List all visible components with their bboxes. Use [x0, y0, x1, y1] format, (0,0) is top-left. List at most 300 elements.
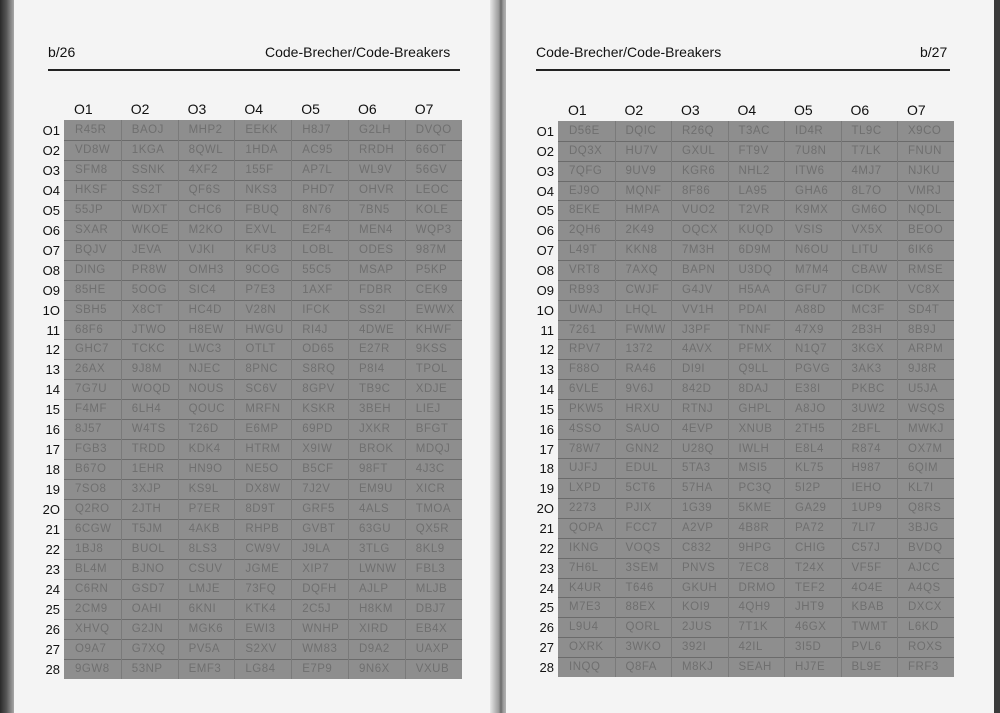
code-cell: 3AK3: [851, 363, 882, 376]
code-cell: DING: [75, 263, 106, 276]
code-cell: LWNW: [359, 562, 397, 575]
row-divider: [558, 240, 954, 241]
row-header: 14: [539, 382, 554, 398]
code-cell: PHD7: [302, 183, 335, 196]
code-cell: MWKJ: [908, 422, 944, 435]
code-cell: OHVR: [359, 183, 395, 196]
code-cell: 4J3C: [415, 463, 445, 476]
code-cell: CHC6: [188, 203, 222, 216]
row-header: O1: [42, 123, 60, 138]
code-cell: PNVS: [682, 561, 716, 574]
row-divider: [64, 519, 462, 520]
code-cell: 7AXQ: [625, 263, 659, 276]
row-header: O7: [42, 242, 60, 258]
running-title: Code-Brecher/Code-Breakers: [536, 44, 722, 60]
code-cell: 3TLG: [359, 542, 390, 555]
code-cell: 85HE: [75, 283, 106, 296]
code-cell: KUQD: [738, 224, 774, 237]
code-cell: 7SO8: [75, 483, 107, 496]
code-cell: 8QWL: [188, 143, 224, 156]
code-cell: RPV7: [569, 343, 602, 356]
code-cell: 69PD: [302, 423, 333, 436]
code-cell: NOUS: [188, 383, 224, 396]
code-cell: 57HA: [682, 482, 713, 495]
code-cell: 1G39: [682, 502, 713, 515]
code-cell: R874: [851, 442, 881, 455]
code-cell: 98FT: [359, 463, 388, 476]
row-divider: [558, 458, 954, 459]
row-divider: [558, 419, 954, 420]
code-cell: 1AXF: [302, 283, 333, 296]
row-divider: [64, 499, 462, 500]
code-cell: E8L4: [795, 442, 824, 455]
code-cell: WSQS: [908, 402, 946, 415]
code-cell: 78W7: [569, 442, 602, 455]
row-header: 26: [539, 620, 554, 636]
code-cell: 6QIM: [908, 462, 939, 475]
code-cell: MSI5: [738, 462, 768, 475]
row-header: 16: [539, 421, 554, 437]
code-cell: 7H6L: [569, 561, 599, 574]
code-cell: FGB3: [75, 443, 108, 456]
running-title: Code-Brecher/Code-Breakers: [265, 44, 451, 60]
code-cell: FNUN: [908, 144, 942, 157]
row-divider: [558, 558, 954, 559]
code-cell: DQFH: [302, 582, 337, 595]
code-cell: F88O: [569, 363, 600, 376]
code-cell: HJ7E: [795, 660, 826, 673]
code-cell: VUO2: [682, 204, 716, 217]
page-number: b/27: [920, 44, 948, 60]
code-cell: 392I: [682, 641, 707, 654]
code-cell: XICR: [415, 483, 446, 496]
row-header: 26: [45, 621, 60, 637]
code-cell: CHIG: [795, 541, 826, 554]
code-cell: 63GU: [359, 523, 392, 535]
code-cell: L49T: [569, 244, 598, 257]
code-cell: ODES: [359, 243, 394, 256]
code-cell: JXKR: [359, 423, 391, 436]
code-cell: 2C5J: [302, 602, 332, 615]
code-cell: BUOL: [131, 542, 166, 555]
code-cell: EJ9O: [569, 184, 600, 197]
row-header: O2: [536, 143, 554, 159]
code-cell: E27R: [359, 343, 390, 356]
code-cell: UAXP: [415, 642, 450, 655]
code-cell: 2CM9: [75, 602, 108, 615]
row-header: O4: [42, 182, 60, 198]
row-header: O3: [536, 163, 554, 179]
left-page: [14, 0, 496, 713]
row-header: O1: [536, 124, 554, 139]
code-cell: SS2I: [359, 303, 386, 316]
code-cell: 3BEH: [359, 403, 392, 416]
code-cell: 9HPG: [738, 541, 772, 554]
code-cell: RB93: [569, 283, 600, 296]
code-cell: G2JN: [131, 622, 164, 635]
column-divider: [234, 120, 235, 679]
row-divider: [558, 300, 954, 301]
code-cell: VRT8: [569, 263, 601, 276]
row-header: O5: [42, 202, 60, 218]
code-cell: VSIS: [795, 224, 824, 237]
code-cell: XIP7: [302, 562, 330, 575]
code-cell: CEK9: [415, 283, 448, 296]
code-cell: 1HDA: [245, 143, 279, 156]
code-cell: FT9V: [738, 144, 769, 157]
row-header: 19: [539, 481, 554, 497]
code-cell: WDXT: [131, 203, 168, 216]
code-cell: N6OU: [795, 244, 829, 257]
code-cell: OTLT: [245, 343, 276, 356]
code-cell: VD8W: [75, 143, 111, 156]
code-cell: MC3F: [851, 303, 885, 316]
code-cell: PR8W: [131, 263, 168, 276]
code-cell: SBH5: [75, 303, 108, 316]
code-cell: UJFJ: [569, 462, 598, 475]
code-cell: WNHP: [302, 622, 340, 635]
code-cell: BFGT: [415, 423, 449, 436]
row-divider: [64, 539, 462, 540]
code-cell: H987: [851, 462, 881, 475]
code-cell: 3WKO: [625, 641, 662, 654]
code-cell: 88EX: [625, 601, 656, 614]
code-cell: 8GPV: [302, 383, 335, 396]
code-cell: U5JA: [908, 383, 939, 396]
row-header: 13: [45, 362, 60, 378]
code-cell: GNN2: [625, 442, 660, 455]
header-rule: [48, 69, 460, 71]
code-cell: 5CT6: [625, 482, 656, 495]
code-cell: 7J2V: [302, 483, 331, 496]
row-divider: [558, 597, 954, 598]
code-cell: A8JO: [795, 402, 826, 415]
code-cell: WM83: [302, 642, 338, 655]
code-cell: T26D: [188, 423, 219, 436]
code-cell: 9V6J: [625, 383, 654, 396]
code-cell: 1BJ8: [75, 542, 104, 555]
code-cell: HRXU: [625, 402, 661, 415]
code-cell: IWLH: [738, 442, 770, 455]
row-divider: [558, 399, 954, 400]
code-cell: BJNO: [131, 562, 165, 575]
code-cell: WKOE: [131, 223, 169, 236]
row-header: 21: [539, 521, 554, 536]
code-cell: SAUO: [625, 422, 661, 435]
row-header: 28: [539, 659, 554, 675]
code-cell: EEKK: [245, 124, 279, 136]
code-cell: DXCX: [908, 601, 942, 614]
row-divider: [558, 141, 954, 142]
code-cell: 3BJG: [908, 522, 939, 534]
code-cell: KOI9: [682, 601, 711, 614]
code-cell: KGR6: [682, 164, 716, 177]
right-page: [506, 0, 994, 713]
code-cell: INQQ: [569, 660, 601, 673]
row-divider: [64, 439, 462, 440]
code-cell: LOBL: [302, 243, 334, 256]
code-cell: 4DWE: [359, 323, 395, 336]
code-cell: M8KJ: [682, 660, 714, 673]
code-cell: WL9V: [359, 163, 393, 176]
code-cell: JEVA: [131, 243, 162, 256]
row-header: 19: [45, 482, 60, 498]
code-cell: XDJE: [415, 383, 448, 396]
row-header: O7: [536, 243, 554, 259]
row-divider: [558, 478, 954, 479]
code-cell: 4XF2: [188, 163, 219, 176]
code-cell: K4UR: [569, 581, 602, 594]
code-cell: ID4R: [795, 125, 824, 137]
column-header: O5: [794, 102, 813, 118]
code-cell: 4MJ7: [851, 164, 882, 177]
code-cell: EDUL: [625, 462, 659, 475]
code-cell: E7P9: [302, 662, 333, 675]
code-cell: 7261: [569, 323, 597, 336]
code-cell: 6LH4: [131, 403, 162, 416]
code-cell: 55C5: [302, 263, 332, 276]
code-cell: ICDK: [851, 283, 881, 296]
row-header: O8: [536, 262, 554, 278]
code-cell: DX8W: [245, 483, 281, 496]
code-cell: FDBR: [359, 283, 393, 296]
code-cell: CSUV: [188, 562, 223, 575]
page-number: b/26: [48, 44, 76, 60]
row-divider: [558, 200, 954, 201]
code-cell: H5AA: [738, 283, 771, 296]
column-divider: [841, 121, 842, 677]
code-cell: WOQD: [131, 383, 171, 396]
row-divider: [64, 300, 462, 301]
code-cell: QOUC: [188, 403, 226, 416]
code-cell: EXVL: [245, 223, 277, 236]
code-cell: MLJB: [415, 582, 448, 595]
code-cell: JTWO: [131, 323, 167, 336]
code-cell: 56GV: [415, 163, 448, 176]
code-cell: PVL6: [851, 641, 882, 654]
code-cell: RHPB: [245, 523, 280, 535]
row-header: O9: [536, 282, 554, 298]
column-divider: [405, 120, 406, 679]
code-cell: LG84: [245, 662, 276, 675]
row-header: 12: [539, 342, 554, 358]
column-divider: [671, 121, 672, 677]
code-cell: C832: [682, 541, 712, 554]
code-cell: DRMO: [738, 581, 776, 594]
code-cell: HKSF: [75, 183, 108, 196]
row-header: 16: [45, 422, 60, 438]
code-cell: 4B8R: [738, 522, 770, 534]
row-divider: [558, 637, 954, 638]
code-cell: NQDL: [908, 204, 942, 217]
code-cell: BQJV: [75, 243, 108, 256]
row-header: O9: [42, 282, 60, 298]
code-cell: IEHO: [851, 482, 882, 495]
code-cell: QX5R: [415, 523, 450, 535]
code-cell: QORL: [625, 621, 661, 634]
column-header: O3: [681, 102, 700, 118]
code-cell: 42IL: [738, 641, 763, 654]
code-cell: Q2RO: [75, 503, 110, 516]
code-cell: 5I2P: [795, 482, 821, 495]
row-header: 12: [45, 342, 60, 358]
code-cell: M7M4: [795, 263, 829, 276]
code-cell: M2KO: [188, 223, 224, 236]
code-cell: KKN8: [625, 244, 658, 257]
row-header: 17: [45, 442, 60, 458]
column-header: O2: [130, 101, 150, 117]
code-cell: T3AC: [738, 125, 770, 137]
column-divider: [897, 121, 898, 677]
code-cell: 2B3H: [851, 323, 883, 336]
column-divider: [728, 121, 729, 677]
code-cell: T5JM: [131, 523, 163, 535]
code-cell: VMRJ: [908, 184, 942, 197]
code-cell: GKUH: [682, 581, 718, 594]
code-cell: LXPD: [569, 482, 602, 495]
code-cell: 8D9T: [245, 503, 276, 516]
code-cell: AJCC: [908, 561, 941, 574]
code-cell: KHWF: [415, 323, 452, 336]
code-cell: WQP3: [415, 223, 452, 236]
code-cell: BROK: [359, 443, 394, 456]
code-cell: EB4X: [415, 622, 448, 635]
code-cell: HMPA: [625, 204, 660, 217]
row-header: 13: [539, 362, 554, 378]
code-cell: NKS3: [245, 183, 278, 196]
row-divider: [64, 559, 462, 560]
code-cell: IFCK: [302, 303, 331, 316]
code-cell: L9U4: [569, 621, 599, 634]
code-cell: 73FQ: [245, 582, 277, 595]
code-cell: 7U8N: [795, 144, 827, 157]
code-cell: Q8FA: [625, 660, 657, 673]
code-cell: OQCX: [682, 224, 718, 237]
code-cell: GFU7: [795, 283, 828, 296]
code-cell: VOQS: [625, 541, 661, 554]
column-header: O5: [301, 101, 320, 117]
row-divider: [64, 240, 462, 241]
code-cell: 7BN5: [359, 203, 390, 216]
code-cell: 5KME: [738, 502, 772, 515]
code-cell: 4ALS: [359, 503, 390, 516]
code-cell: C6RN: [75, 582, 109, 595]
code-cell: AC95: [302, 143, 333, 156]
code-cell: QOPA: [569, 522, 604, 534]
row-divider: [64, 200, 462, 201]
code-cell: MRFN: [245, 403, 281, 416]
code-cell: 9COG: [245, 263, 280, 276]
code-cell: PFMX: [738, 343, 773, 356]
code-cell: BAOJ: [131, 124, 164, 136]
row-divider: [64, 619, 462, 620]
code-cell: NJKU: [908, 164, 941, 177]
code-cell: E2F4: [302, 223, 332, 236]
row-header: 18: [539, 461, 554, 477]
code-cell: N1Q7: [795, 343, 828, 356]
row-divider: [558, 538, 954, 539]
code-cell: 2K49: [625, 224, 655, 237]
row-divider: [558, 578, 954, 579]
code-cell: 6IK6: [908, 244, 934, 257]
code-cell: E6MP: [245, 423, 279, 436]
code-cell: GM6O: [851, 204, 888, 217]
code-cell: HTRM: [245, 443, 281, 456]
code-cell: W4TS: [131, 423, 166, 436]
row-header: 24: [45, 581, 60, 597]
code-cell: 842D: [682, 383, 712, 396]
row-divider: [558, 181, 954, 182]
code-cell: 8KL9: [415, 542, 445, 555]
code-cell: LWC3: [188, 343, 222, 356]
code-cell: 6CGW: [75, 523, 112, 535]
code-cell: 7EC8: [738, 561, 770, 574]
code-cell: LIEJ: [415, 403, 441, 416]
code-cell: 5TA3: [682, 462, 711, 475]
code-cell: A2VP: [682, 522, 714, 534]
code-cell: GXUL: [682, 144, 716, 157]
row-divider: [558, 657, 954, 658]
code-cell: GHPL: [738, 402, 772, 415]
code-cell: 1372: [625, 343, 654, 356]
code-cell: B67O: [75, 463, 107, 476]
row-divider: [64, 140, 462, 141]
code-cell: NJEC: [188, 363, 221, 376]
code-cell: 8DAJ: [738, 383, 769, 396]
code-cell: XHVQ: [75, 622, 110, 635]
code-cell: SD4T: [908, 303, 940, 316]
row-header: 2O: [42, 502, 60, 518]
code-cell: X9IW: [302, 443, 333, 456]
code-cell: BVDQ: [908, 541, 943, 554]
code-cell: KOLE: [415, 203, 449, 216]
code-cell: 155F: [245, 163, 274, 176]
row-header: 14: [45, 382, 60, 398]
row-header: O5: [536, 203, 554, 219]
row-header: O6: [42, 222, 60, 238]
code-cell: RRDH: [359, 143, 395, 156]
code-cell: 66OT: [415, 143, 447, 156]
code-cell: K9MX: [795, 204, 829, 217]
code-cell: SEAH: [738, 660, 772, 673]
code-cell: FBUQ: [245, 203, 280, 216]
code-cell: KL75: [795, 462, 824, 475]
code-cell: 9J8R: [908, 363, 937, 376]
code-cell: 8EKE: [569, 204, 601, 217]
code-cell: OMH3: [188, 263, 224, 276]
code-cell: HWGU: [245, 323, 284, 336]
column-header: O1: [74, 101, 93, 117]
header-rule: [536, 69, 950, 71]
code-cell: DQ3X: [569, 144, 603, 157]
code-cell: LHQL: [625, 303, 658, 316]
code-cell: Q9LL: [738, 363, 769, 376]
row-divider: [64, 280, 462, 281]
code-cell: TMOA: [415, 503, 452, 516]
code-cell: 9N6X: [359, 662, 390, 675]
code-cell: VJKI: [188, 243, 215, 256]
column-divider: [291, 120, 292, 679]
row-header: 27: [539, 640, 554, 656]
code-cell: 4AVX: [682, 343, 713, 356]
code-cell: EWI3: [245, 622, 276, 635]
row-divider: [64, 160, 462, 161]
code-cell: VF5F: [851, 561, 882, 574]
row-divider: [64, 419, 462, 420]
code-cell: TWMT: [851, 621, 888, 634]
code-cell: X8CT: [131, 303, 164, 316]
code-cell: T7LK: [851, 144, 881, 157]
